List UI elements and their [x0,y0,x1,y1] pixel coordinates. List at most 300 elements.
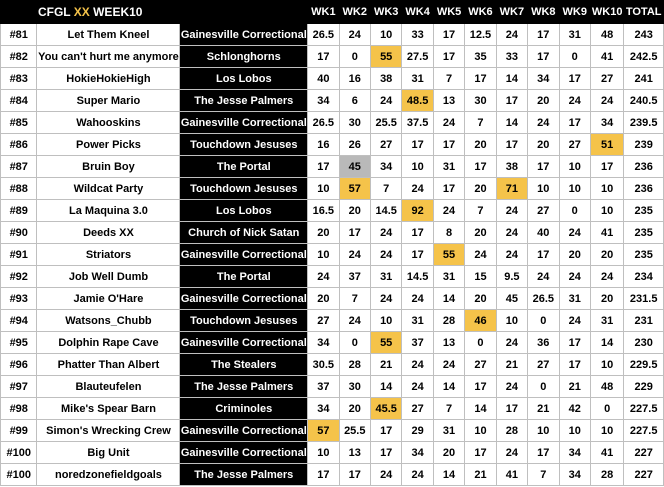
score-cell: 0 [528,310,559,332]
total-cell: 239.5 [624,112,664,134]
column-header: WK2 [339,1,370,24]
score-cell: 20 [590,288,623,310]
column-header: TOTAL [624,1,664,24]
score-cell: 7 [465,112,496,134]
column-header: WK3 [370,1,401,24]
rank-cell: #92 [1,266,37,288]
score-cell: 24 [496,222,527,244]
score-cell: 46 [465,310,496,332]
score-cell: 24 [370,288,401,310]
score-cell: 20 [465,134,496,156]
score-cell: 24 [433,354,464,376]
score-cell: 24 [402,464,433,486]
column-header: WK4 [402,1,433,24]
table-row [1,200,664,222]
score-cell: 24 [496,244,527,266]
score-cell: 20 [559,244,590,266]
score-cell: 24 [370,90,401,112]
score-cell: 9.5 [496,266,527,288]
score-cell: 34 [370,156,401,178]
score-cell: 48.5 [402,90,433,112]
score-cell: 17 [528,46,559,68]
owner-cell: La Maquina 3.0 [37,200,180,222]
team-cell: The Portal [180,156,308,178]
rank-cell: #98 [1,398,37,420]
team-cell: Gainesville Correctional [180,288,308,310]
score-cell: 17 [559,354,590,376]
total-cell: 239 [624,134,664,156]
team-cell: Church of Nick Satan [180,222,308,244]
score-cell: 21 [528,398,559,420]
owner-cell: Power Picks [37,134,180,156]
score-cell: 17 [370,420,401,442]
score-cell: 24 [339,244,370,266]
score-cell: 17 [528,442,559,464]
score-cell: 10 [528,178,559,200]
score-cell: 40 [528,222,559,244]
score-cell: 0 [559,200,590,222]
column-header: WK7 [496,1,527,24]
score-cell: 21 [496,354,527,376]
owner-cell: Deeds XX [37,222,180,244]
team-cell: The Jesse Palmers [180,376,308,398]
score-cell: 34 [402,442,433,464]
score-cell: 36 [528,332,559,354]
score-cell: 31 [559,24,590,46]
total-cell: 243 [624,24,664,46]
table-row [1,464,664,486]
team-cell: Los Lobos [180,200,308,222]
total-cell: 236 [624,178,664,200]
score-cell: 14 [590,332,623,354]
rank-cell: #89 [1,200,37,222]
score-cell: 24 [590,266,623,288]
score-cell: 30 [465,90,496,112]
rank-cell: #94 [1,310,37,332]
score-cell: 24 [339,310,370,332]
score-cell: 17 [465,68,496,90]
score-cell: 20 [339,398,370,420]
score-cell: 20 [433,442,464,464]
score-cell: 24 [559,310,590,332]
team-cell: Touchdown Jesuses [180,310,308,332]
score-cell: 10 [496,310,527,332]
team-cell: Touchdown Jesuses [180,134,308,156]
team-cell: Criminoles [180,398,308,420]
header-row [1,1,664,24]
score-cell: 0 [528,376,559,398]
total-cell: 235 [624,200,664,222]
score-cell: 27 [370,134,401,156]
score-cell: 17 [559,112,590,134]
score-cell: 17 [433,24,464,46]
standings-body [1,24,664,486]
score-cell: 21 [559,376,590,398]
owner-cell: Striators [37,244,180,266]
score-cell: 14 [496,112,527,134]
score-cell: 15 [465,266,496,288]
score-cell: 31 [433,156,464,178]
score-cell: 10 [590,178,623,200]
score-cell: 17 [496,398,527,420]
owner-cell: Blauteufelen [37,376,180,398]
score-cell: 24 [433,200,464,222]
total-cell: 229.5 [624,354,664,376]
score-cell: 71 [496,178,527,200]
owner-cell: Watsons_Chubb [37,310,180,332]
score-cell: 17 [465,442,496,464]
owner-cell: Wildcat Party [37,178,180,200]
owner-cell: Simon's Wrecking Crew [37,420,180,442]
column-header: WK6 [465,1,496,24]
score-cell: 13 [433,332,464,354]
score-cell: 7 [370,178,401,200]
owner-cell: Super Mario [37,90,180,112]
score-cell: 16 [339,68,370,90]
score-cell: 28 [590,464,623,486]
table-row [1,178,664,200]
score-cell: 20 [308,288,339,310]
rank-cell: #83 [1,68,37,90]
score-cell: 41 [590,222,623,244]
score-cell: 41 [590,46,623,68]
score-cell: 0 [590,398,623,420]
score-cell: 7 [528,464,559,486]
score-cell: 27.5 [402,46,433,68]
table-row [1,420,664,442]
team-cell: Gainesville Correctional [180,24,308,46]
score-cell: 16.5 [308,200,339,222]
table-row [1,288,664,310]
score-cell: 17 [433,178,464,200]
team-cell: The Portal [180,266,308,288]
table-row [1,68,664,90]
score-cell: 14 [433,464,464,486]
score-cell: 17 [528,24,559,46]
score-cell: 14 [433,376,464,398]
rank-cell: #91 [1,244,37,266]
score-cell: 31 [559,288,590,310]
score-cell: 31 [402,68,433,90]
team-cell: Gainesville Correctional [180,332,308,354]
score-cell: 24 [402,288,433,310]
score-cell: 27 [402,398,433,420]
score-cell: 38 [496,156,527,178]
score-cell: 17 [402,244,433,266]
total-cell: 240.5 [624,90,664,112]
score-cell: 27 [528,354,559,376]
rank-cell: #95 [1,332,37,354]
score-cell: 24 [496,442,527,464]
team-cell: Gainesville Correctional [180,244,308,266]
score-cell: 51 [590,134,623,156]
total-cell: 242.5 [624,46,664,68]
team-cell: Gainesville Correctional [180,420,308,442]
rank-cell: #81 [1,24,37,46]
rank-cell: #93 [1,288,37,310]
score-cell: 0 [339,46,370,68]
score-cell: 34 [559,464,590,486]
score-cell: 0 [559,46,590,68]
score-cell: 17 [308,156,339,178]
score-cell: 24 [496,200,527,222]
score-cell: 10 [559,178,590,200]
score-cell: 24 [402,376,433,398]
score-cell: 28 [433,310,464,332]
rank-cell: #90 [1,222,37,244]
score-cell: 10 [370,310,401,332]
score-cell: 21 [465,464,496,486]
score-cell: 14 [433,288,464,310]
column-header: WK1 [308,1,339,24]
table-row [1,222,664,244]
owner-cell: HokieHokieHigh [37,68,180,90]
owner-cell: Mike's Spear Barn [37,398,180,420]
score-cell: 28 [496,420,527,442]
score-cell: 10 [465,420,496,442]
team-cell: Gainesville Correctional [180,442,308,464]
score-cell: 14 [496,68,527,90]
table-row [1,134,664,156]
owner-cell: Big Unit [37,442,180,464]
score-cell: 8 [433,222,464,244]
score-cell: 17 [528,156,559,178]
score-cell: 26.5 [308,112,339,134]
score-cell: 17 [528,244,559,266]
table-row [1,90,664,112]
score-cell: 10 [308,178,339,200]
score-cell: 34 [308,90,339,112]
score-cell: 24 [370,222,401,244]
title-accent: XX [73,5,90,19]
total-cell: 227.5 [624,420,664,442]
score-cell: 17 [308,464,339,486]
score-cell: 24 [402,178,433,200]
score-cell: 12.5 [465,24,496,46]
score-cell: 31 [433,266,464,288]
score-cell: 20 [528,134,559,156]
score-cell: 55 [370,332,401,354]
owner-cell: Let Them Kneel [37,24,180,46]
score-cell: 24 [433,112,464,134]
owner-cell: Phatter Than Albert [37,354,180,376]
table-row [1,442,664,464]
score-cell: 45.5 [370,398,401,420]
score-cell: 31 [370,266,401,288]
total-cell: 230 [624,332,664,354]
table-row [1,24,664,46]
table-row [1,112,664,134]
score-cell: 17 [339,222,370,244]
score-cell: 27 [590,68,623,90]
score-cell: 24 [339,24,370,46]
total-cell: 229 [624,376,664,398]
score-cell: 10 [528,420,559,442]
team-cell: Schlonghorns [180,46,308,68]
team-cell: The Stealers [180,354,308,376]
score-cell: 20 [465,222,496,244]
score-cell: 17 [433,46,464,68]
score-cell: 37 [308,376,339,398]
rank-cell: #96 [1,354,37,376]
score-cell: 24 [465,244,496,266]
score-cell: 24 [308,266,339,288]
score-cell: 20 [590,244,623,266]
score-cell: 33 [496,46,527,68]
score-cell: 17 [559,68,590,90]
score-cell: 30 [339,112,370,134]
score-cell: 10 [308,442,339,464]
owner-cell: Wahooskins [37,112,180,134]
score-cell: 92 [402,200,433,222]
score-cell: 20 [308,222,339,244]
score-cell: 35 [465,46,496,68]
score-cell: 28 [339,354,370,376]
score-cell: 10 [590,420,623,442]
score-cell: 29 [402,420,433,442]
score-cell: 0 [339,332,370,354]
table-row [1,244,664,266]
table-row [1,266,664,288]
score-cell: 7 [465,200,496,222]
score-cell: 17 [465,376,496,398]
column-header: WK8 [528,1,559,24]
score-cell: 24 [496,24,527,46]
score-cell: 17 [402,134,433,156]
page-title [1,1,180,24]
team-cell: The Jesse Palmers [180,464,308,486]
rank-cell: #87 [1,156,37,178]
score-cell: 25.5 [339,420,370,442]
owner-cell: Job Well Dumb [37,266,180,288]
score-cell: 10 [590,354,623,376]
score-cell: 7 [433,398,464,420]
score-cell: 17 [559,332,590,354]
score-cell: 17 [465,156,496,178]
score-cell: 45 [496,288,527,310]
table-row [1,332,664,354]
score-cell: 27 [528,200,559,222]
owner-cell: You can't hurt me anymore [37,46,180,68]
table-row [1,46,664,68]
score-cell: 27 [559,134,590,156]
total-cell: 236 [624,156,664,178]
total-cell: 227 [624,442,664,464]
score-cell: 21 [370,354,401,376]
score-cell: 37 [339,266,370,288]
score-cell: 34 [528,68,559,90]
score-cell: 34 [559,442,590,464]
score-cell: 31 [402,310,433,332]
score-cell: 30 [339,376,370,398]
score-cell: 14.5 [370,200,401,222]
team-cell: Gainesville Correctional [180,112,308,134]
table-row [1,156,664,178]
team-cell: The Jesse Palmers [180,90,308,112]
score-cell: 27 [308,310,339,332]
score-cell: 16 [308,134,339,156]
score-cell: 6 [339,90,370,112]
score-cell: 26.5 [528,288,559,310]
total-cell: 241 [624,68,664,90]
owner-cell: Jamie O'Hare [37,288,180,310]
score-cell: 41 [590,442,623,464]
rank-cell: #85 [1,112,37,134]
rank-cell: #100 [1,464,37,486]
score-cell: 24 [559,266,590,288]
rank-cell: #84 [1,90,37,112]
score-cell: 55 [370,46,401,68]
title-suffix: WEEK10 [93,5,143,19]
table-row [1,398,664,420]
score-cell: 14 [370,376,401,398]
score-cell: 57 [308,420,339,442]
team-column-header [180,1,308,24]
score-cell: 24 [496,376,527,398]
score-cell: 48 [590,24,623,46]
score-cell: 26.5 [308,24,339,46]
score-cell: 27 [465,354,496,376]
table-row [1,354,664,376]
score-cell: 14 [465,398,496,420]
rank-cell: #100 [1,442,37,464]
score-cell: 10 [370,24,401,46]
score-cell: 25.5 [370,112,401,134]
rank-cell: #82 [1,46,37,68]
score-cell: 24 [370,464,401,486]
score-cell: 17 [339,464,370,486]
score-cell: 34 [308,398,339,420]
score-cell: 0 [465,332,496,354]
score-cell: 37.5 [402,112,433,134]
score-cell: 34 [590,112,623,134]
rank-cell: #88 [1,178,37,200]
total-cell: 235 [624,244,664,266]
score-cell: 24 [402,354,433,376]
score-cell: 10 [308,244,339,266]
owner-cell: noredzonefieldgoals [37,464,180,486]
rank-cell: #97 [1,376,37,398]
score-cell: 33 [402,24,433,46]
score-cell: 20 [465,288,496,310]
score-cell: 17 [496,90,527,112]
total-cell: 227 [624,464,664,486]
score-cell: 7 [433,68,464,90]
total-cell: 231 [624,310,664,332]
column-header: WK10 [590,1,623,24]
score-cell: 57 [339,178,370,200]
score-cell: 41 [496,464,527,486]
score-cell: 17 [370,442,401,464]
score-cell: 10 [590,200,623,222]
rank-cell: #99 [1,420,37,442]
total-cell: 234 [624,266,664,288]
score-cell: 24 [590,90,623,112]
total-cell: 231.5 [624,288,664,310]
score-cell: 20 [339,200,370,222]
score-cell: 17 [308,46,339,68]
title-prefix: CFGL [37,5,71,19]
score-cell: 24 [528,112,559,134]
score-cell: 13 [433,90,464,112]
table-row [1,376,664,398]
table-row [1,310,664,332]
score-cell: 37 [402,332,433,354]
column-header: WK5 [433,1,464,24]
score-cell: 10 [559,156,590,178]
score-cell: 17 [402,222,433,244]
score-cell: 34 [308,332,339,354]
